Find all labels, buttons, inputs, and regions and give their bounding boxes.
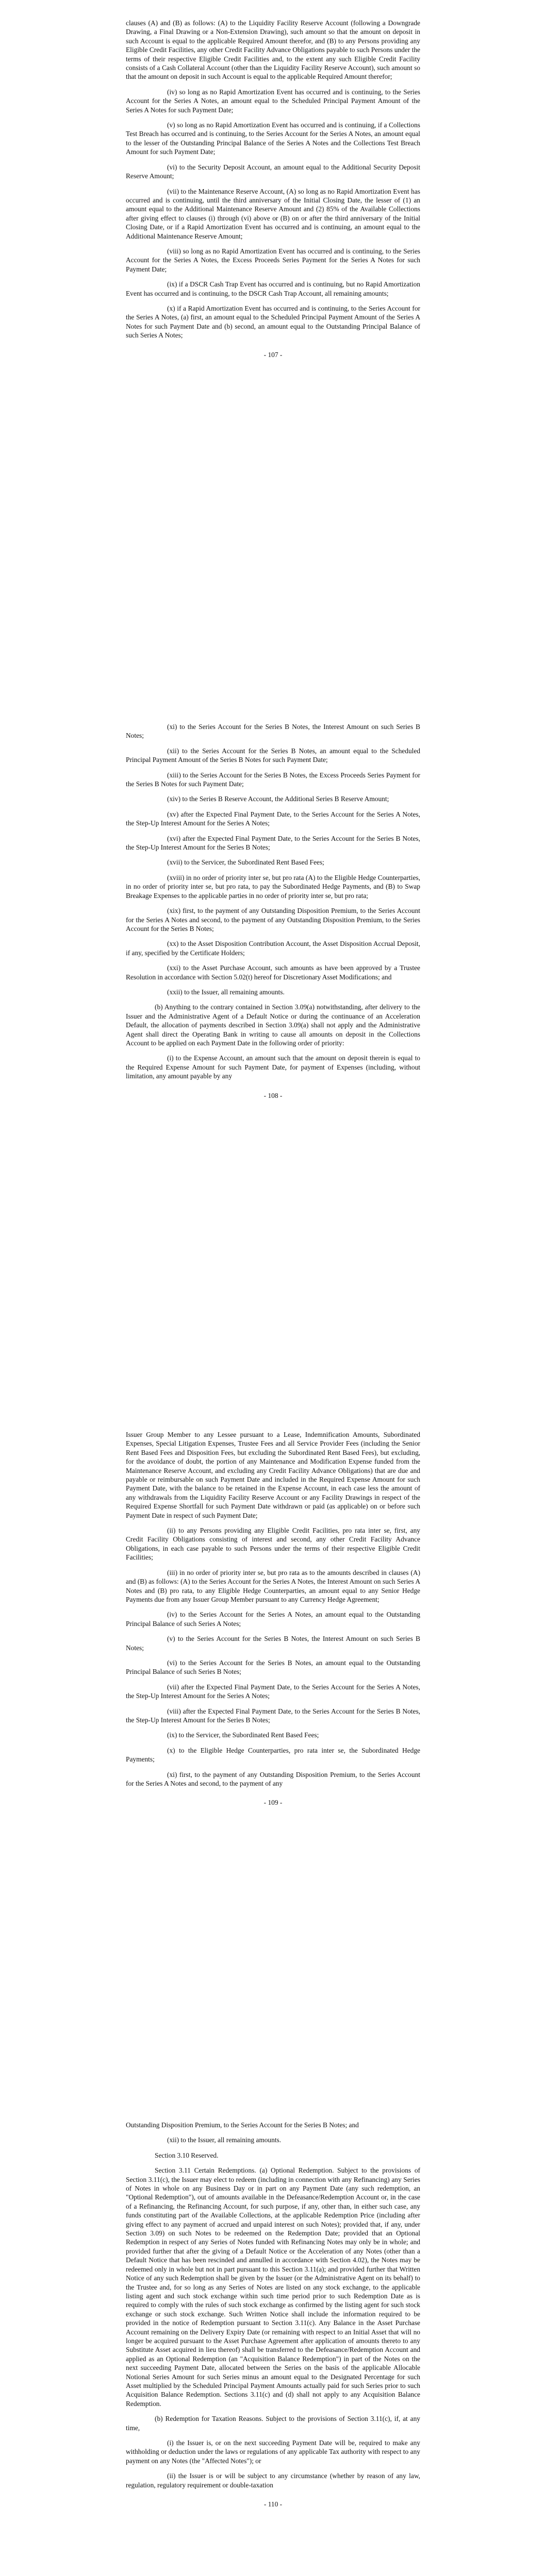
page-109 (0, 1430, 544, 1814)
section-heading: Section 3.10 Reserved. (155, 2151, 219, 2159)
paragraph: (iv) so long as no Rapid Amortization Event has occurred and is continuing, to the Series Account for the Series A Notes, an amount equal to the Scheduled Principal Payment Amount of the Series A Notes for such Payment Date; (126, 88, 420, 114)
page-number: - 110 - (263, 2500, 283, 2509)
paragraph: (xxi) to the Asset Purchase Account, such amounts as have been approved by a Trustee Resolution in accordance with Section 5.02(t) hereof for Discretionary Asset Modifications; and (126, 964, 420, 981)
paragraph: (v) to the Series Account for the Series B Notes, the Interest Amount on such Series B Notes; (126, 1635, 420, 1652)
paragraph: (xi) to the Series Account for the Series B Notes, the Interest Amount on such Series B Notes; (126, 723, 420, 740)
paragraph: (x) if a Rapid Amortization Event has occurred and is continuing, to the Series Account for the Series A Notes, (a) first, an amount equal to the Scheduled Principal Payment Amount of the Series A Notes for such Payment Date and (b) second, an amount equal to the Outstanding Principal Balance of such Series A Notes; (126, 304, 420, 340)
paragraph: Issuer Group Member to any Lessee pursuant to a Lease, Indemnification Amounts, Subordinated Expenses, Special Litigation Expenses, Trustee Fees and all Service Provider Fees (including the Senior Rent Based Fees and Disposition Fees, but excluding the Subordinated Rent Based Fees), but excluding, for the avoidance of doubt, the portion of any Maintenance and Modification Expense funded from the Maintenance Reserve Account, and excluding any Credit Facility Advance Obligations) that are due and payable or reimbursable on such Payment Date and included in the Required Expense Amount for such Payment Date, with the balance to be retained in the Expense Account, in each case less the amount of any withdrawals from the Liquidity Facility Reserve Account or any Facility Drawings in respect of the Required Expense Shortfall for such Payment Date withdrawn or paid (as applicable) on or before such Payment Date in respect of such Payment Date; (126, 1431, 420, 1519)
paragraph: (viii) after the Expected Final Payment Date, to the Series Account for the Series B Notes, the Step-Up Interest Amount for the Series B Notes; (126, 1707, 420, 1724)
page-number: - 109 - (263, 1799, 283, 1807)
paragraph: clauses (A) and (B) as follows: (A) to the Liquidity Facility Reserve Account (following a Downgrade Drawing, a Final Drawing or a Non-Extension Drawing), such amount so that the amount on deposit in such Account is equal to the applicable Required Amount therefor, and (B) to any Persons providing any Eligible Credit Facilities, any other Credit Facility Advance Obligations payable to such Persons under the terms of their respective Eligible Credit Facilities and, to the extent any such Eligible Credit Facility consists of a Cash Collateral Account (other than the Liquidity Facility Reserve Account), such amount so that the amount on deposit in such Account is equal to the applicable Required Amount therefor; (126, 19, 420, 81)
paragraph: (xv) after the Expected Final Payment Date, to the Series Account for the Series A Notes, the Step-Up Interest Amount for the Series A Notes; (126, 810, 420, 827)
paragraph: Outstanding Disposition Premium, to the Series Account for the Series B Notes; and (126, 2121, 359, 2129)
paragraph: (b) Anything to the contrary contained in Section 3.09(a) notwithstanding, after delivery to the Issuer and the Administrative Agent of a Default Notice or during the continuance of an Acceleration Default, the allocation of payments described in Section 3.09(a) shall not apply and the Administrative Agent shall direct the Operating Bank in writing to cause all amounts on deposit in the Collections Account to be applied on each Payment Date in the following order of priority: (126, 1003, 420, 1047)
paragraph: (iii) in no order of priority inter se, but pro rata as to the amounts described in clauses (A) and (B) as follows: (A) to the Series Account for the Series A Notes, the Interest Amount on such Series A Notes and (B) pro rata, to any Eligible Hedge Counterparties, an amount equal to any Senior Hedge Payments due from any Issuer Group Member pursuant to any Currency Hedge Agreement; (126, 1568, 420, 1603)
paragraph: (b) Redemption for Taxation Reasons. Subject to the provisions of Section 3.11(c), if, at any time, (126, 2415, 420, 2432)
paragraph: (iv) to the Series Account for the Series A Notes, an amount equal to the Outstanding Principal Balance of such Series A Notes; (126, 1611, 420, 1628)
paragraph: (vi) to the Series Account for the Series B Notes, an amount equal to the Outstanding Principal Balance of such Series B Notes; (126, 1658, 420, 1676)
paragraph: (xvii) to the Servicer, the Subordinated Rent Based Fees; (167, 858, 324, 867)
page-107 (0, 19, 544, 365)
paragraph: Section 3.11 Certain Redemptions. (a) Optional Redemption. Subject to the provisions of Section 3.11(c), the Issuer may elect to redeem (including in connection with any Refinancing) any Series of Notes in whole on any Business Day or in part on any Payment Date (any such redemption, an "Optional Redemption"), out of amounts available in the Defeasance/Redemption Account or, in the case of a Refinancing, the Refinancing Account, for such purpose, if any, other than, in either such case, any funds constituting part of the Available Collections, at the applicable Redemption Price (including after giving effect to any payment of accrued and unpaid interest on such Notes); provided that, if any, under Section 3.09) on such Notes to be redeemed on the Redemption Date; provided that an Optional Redemption in respect of any Series of Notes funded with Refinancing Notes may only be in whole; and provided further that after the giving of a Default Notice or the Acceleration of any Notes (other than a Default Notice that has been rescinded and annulled in accordance with Section 4.02), the Notes may be redeemed only in whole but not in part pursuant to this Section 3.11(a); and provided further that Written Notice of any such Redemption shall be given by the Issuer (or the Administrative Agent on its behalf) to the Trustee and, for so long as any Series of Notes are listed on any stock exchange, to the applicable listing agent and such stock exchange within such time period prior to such Redemption Date as is required to comply with the rules of such stock exchange as confirmed by the listing agent for such stock exchange or such stock exchange. Such Written Notice shall include the information required to be provided in the notice of Redemption pursuant to Section 3.11(c). Any Balance in the Asset Purchase Account remaining on the Delivery Expiry Date (or remaining with respect to an Initial Asset that will no longer be acquired pursuant to the Asset Purchase Agreement after application of amounts thereto to any Substitute Asset acquired in lieu thereof) shall be transferred to the Defeasance/Redemption Account and applied as an Optional Redemption (an "Acquisition Balance Redemption") in part of the Notes on the next succeeding Payment Date, allocated between the Series on the basis of the applicable Allocable Notional Series Amount for such Series minus an amount equal to the Designated Percentage for such Asset multiplied by the Scheduled Principal Payment Amounts actually paid for such Series prior to such Acquisition Balance Redemption. Sections 3.11(c) and (d) shall not apply to any Acquisition Balance Redemption. (126, 2166, 420, 2408)
paragraph: (xxii) to the Issuer, all remaining amounts. (167, 988, 285, 996)
paragraph: (x) to the Eligible Hedge Counterparties, pro rata inter se, the Subordinated Hedge Payments; (126, 1746, 420, 1764)
paragraph: (xx) to the Asset Disposition Contribution Account, the Asset Disposition Accrual Deposit, if any, specified by the Certificate Holders; (126, 940, 420, 957)
paragraph: (xiv) to the Series B Reserve Account, the Additional Series B Reserve Amount; (167, 795, 389, 803)
paragraph: (xi) first, to the payment of any Outstanding Disposition Premium, to the Series Account for the Series A Notes and second, to the payment of any (126, 1770, 420, 1787)
paragraph: (xvi) after the Expected Final Payment Date, to the Series Account for the Series B Notes, the Step-Up Interest Amount for the Series B Notes; (126, 834, 420, 852)
paragraph: (ix) if a DSCR Cash Trap Event has occurred and is continuing, but no Rapid Amortization Event has occurred and is continuing, to the DSCR Cash Trap Account, all remaining amounts; (126, 280, 420, 297)
page-number: - 108 - (263, 1091, 283, 1099)
paragraph: (xviii) in no order of priority inter se, but pro rata (A) to the Eligible Hedge Counterparties, in no order of priority inter se, but pro rata, to pay the Subordinated Hedge Payments, and (B) to Swap Breakage Expenses to the applicable parties in no order of priority inter se, but pro rata; (126, 873, 420, 900)
paragraph: (vi) to the Security Deposit Account, an amount equal to the Additional Security Deposit Reserve Amount; (126, 163, 420, 180)
paragraph: (i) to the Expense Account, an amount such that the amount on deposit therein is equal to the Required Expense Amount for such Payment Date, for payment of Expenses (including, without limitation, any amount payable by any (126, 1054, 420, 1080)
paragraph: (xiii) to the Series Account for the Series B Notes, the Excess Proceeds Series Payment for the Series B Notes for such Payment Date; (126, 771, 420, 788)
paragraph: (ii) to any Persons providing any Eligible Credit Facilities, pro rata inter se, first, any Credit Facility Obligations consisting of interest and second, any other Credit Facility Advance Obligations, in each case payable to such Persons under the terms of their respective Eligible Credit Facilities; (126, 1527, 420, 1562)
paragraph: (xix) first, to the payment of any Outstanding Disposition Premium, to the Series Account for the Series A Notes and second, to the payment of any Outstanding Disposition Premium, to the Series Account for the Series B Notes; (126, 907, 420, 933)
paragraph: (vii) after the Expected Final Payment Date, to the Series Account for the Series A Notes, the Step-Up Interest Amount for the Series A Notes; (126, 1683, 420, 1700)
page-110 (0, 2121, 544, 2515)
paragraph: (xii) to the Series Account for the Series B Notes, an amount equal to the Scheduled Principal Payment Amount of the Series B Notes for such Payment Date; (126, 747, 420, 764)
paragraph: (v) so long as no Rapid Amortization Event has occurred and is continuing, if a Collections Test Breach has occurred and is continuing, to the Series Account for the Series A Notes, an amount equal to the lesser of the Outstanding Principal Balance of the Series A Notes and the Collections Test Breach Amount for such Payment Date; (126, 121, 420, 156)
paragraph: (vii) to the Maintenance Reserve Account, (A) so long as no Rapid Amortization Event has occurred and is continuing, until the third anniversary of the Initial Closing Date, the lesser of (1) an amount equal to the Additional Maintenance Reserve Amount and (2) 85% of the Available Collections after giving effect to clauses (i) through (vi) above or (B) on or after the third anniversary of the Initial Closing Date, or if a Rapid Amortization Event has occurred and is continuing, an amount equal to the Additional Maintenance Reserve Amount; (126, 187, 420, 240)
paragraph: (ix) to the Servicer, the Subordinated Rent Based Fees; (167, 1731, 319, 1739)
paragraph: (xii) to the Issuer, all remaining amounts. (167, 2136, 282, 2144)
page-number: - 107 - (263, 350, 283, 359)
paragraph: (ii) the Issuer is or will be subject to any circumstance (whether by reason of any law, regulation, regulatory requirement or double-taxation (126, 2472, 420, 2489)
paragraph: (viii) so long as no Rapid Amortization Event has occurred and is continuing, to the Series Account for the Series A Notes, the Excess Proceeds Series Payment for the Series A Notes for such Payment Date; (126, 247, 420, 273)
paragraph: (i) the Issuer is, or on the next succeeding Payment Date will be, required to make any withholding or deduction under the laws or regulations of any applicable Tax authority with respect to any payment on any Notes (the "Affected Notes"); or (126, 2439, 420, 2465)
page-108 (0, 722, 544, 1106)
